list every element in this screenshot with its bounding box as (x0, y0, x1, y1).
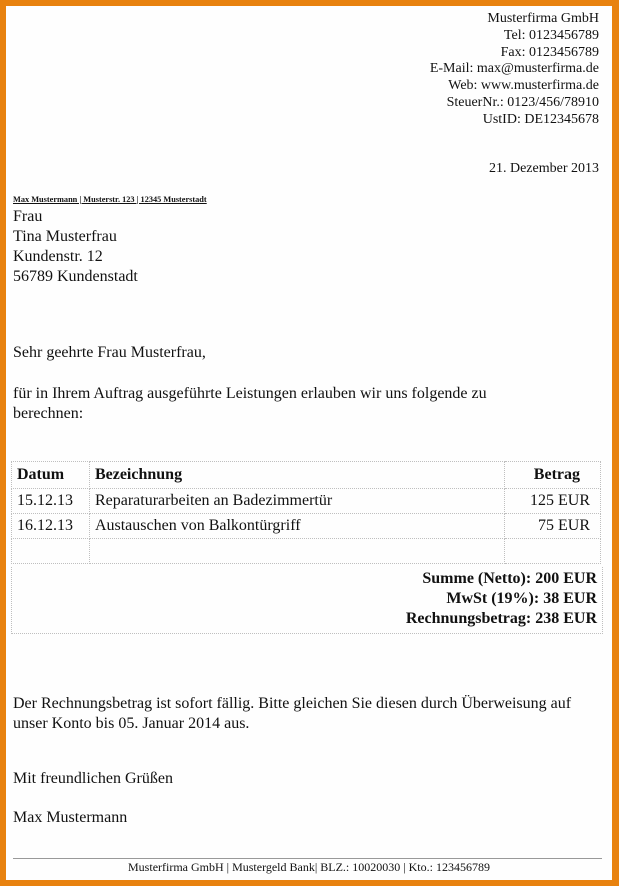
row-amount: 75 EUR (505, 514, 601, 539)
row-description (89, 539, 504, 564)
table-row (12, 514, 601, 539)
row-amount: 125 EUR (505, 489, 601, 514)
payment-note: Der Rechnungsbetrag ist sofort fällig. Bitte gleichen Sie diesen durch Überweisung auf unser Konto bis 05. Januar 2014 aus. (13, 695, 572, 732)
header-date: Datum (12, 462, 90, 489)
table-header-row (12, 462, 601, 489)
sender-web: Web: www.musterfirma.de (448, 78, 599, 94)
totals-block (406, 569, 597, 629)
invoice-page (6, 6, 612, 880)
signer-name: Max Mustermann (13, 809, 128, 826)
header-description: Bezeichnung (89, 462, 504, 489)
row-date: 15.12.13 (12, 489, 90, 514)
header-amount: Betrag (505, 462, 601, 489)
salutation: Sehr geehrte Frau Musterfrau, (13, 344, 206, 361)
recipient-name: Tina Musterfrau (13, 228, 117, 245)
sender-phone: Tel: 0123456789 (503, 27, 599, 43)
total-gross: Rechnungsbetrag: 238 EUR (405, 610, 597, 627)
recipient-title: Frau (13, 208, 43, 225)
recipient-city: 56789 Kundenstadt (13, 268, 138, 285)
row-date: 16.12.13 (12, 514, 90, 539)
row-description: Reparaturarbeiten an Badezimmertür (89, 489, 504, 514)
totals-box (11, 567, 603, 634)
total-vat: MwSt (19%): 38 EUR (446, 590, 597, 607)
footer-divider (13, 858, 602, 859)
row-date (12, 539, 90, 564)
footer-bank-info: Musterfirma GmbH | Mustergeld Bank| BLZ.: 10020030 | Kto.: 123456789 (128, 860, 490, 874)
recipient-street: Kundenstr. 12 (13, 248, 103, 265)
intro-text: für in Ihrem Auftrag ausgeführte Leistungen erlauben wir uns folgende zu berechnen: (13, 385, 487, 422)
sender-fax: Fax: 0123456789 (500, 44, 599, 60)
sender-block (430, 11, 599, 129)
row-amount (505, 539, 601, 564)
invoice-table (11, 461, 601, 564)
letter-date: 21. Dezember 2013 (488, 161, 599, 176)
sender-company: Musterfirma GmbH (487, 11, 599, 26)
sender-tax-number: SteuerNr.: 0123/456/78910 (446, 94, 599, 110)
total-netto: Summe (Netto): 200 EUR (422, 570, 597, 587)
row-description: Austauschen von Balkontürgriff (89, 514, 504, 539)
return-address: Max Mustermann | Musterstr. 123 | 12345 Musterstadt (13, 195, 207, 204)
closing-phrase: Mit freundlichen Grüßen (13, 770, 173, 787)
sender-vat-id: UstID: DE12345678 (482, 111, 599, 127)
table-row-empty (12, 539, 601, 564)
recipient-block (13, 207, 138, 287)
table-row (12, 489, 601, 514)
sender-email: E-Mail: max@musterfirma.de (429, 61, 599, 77)
